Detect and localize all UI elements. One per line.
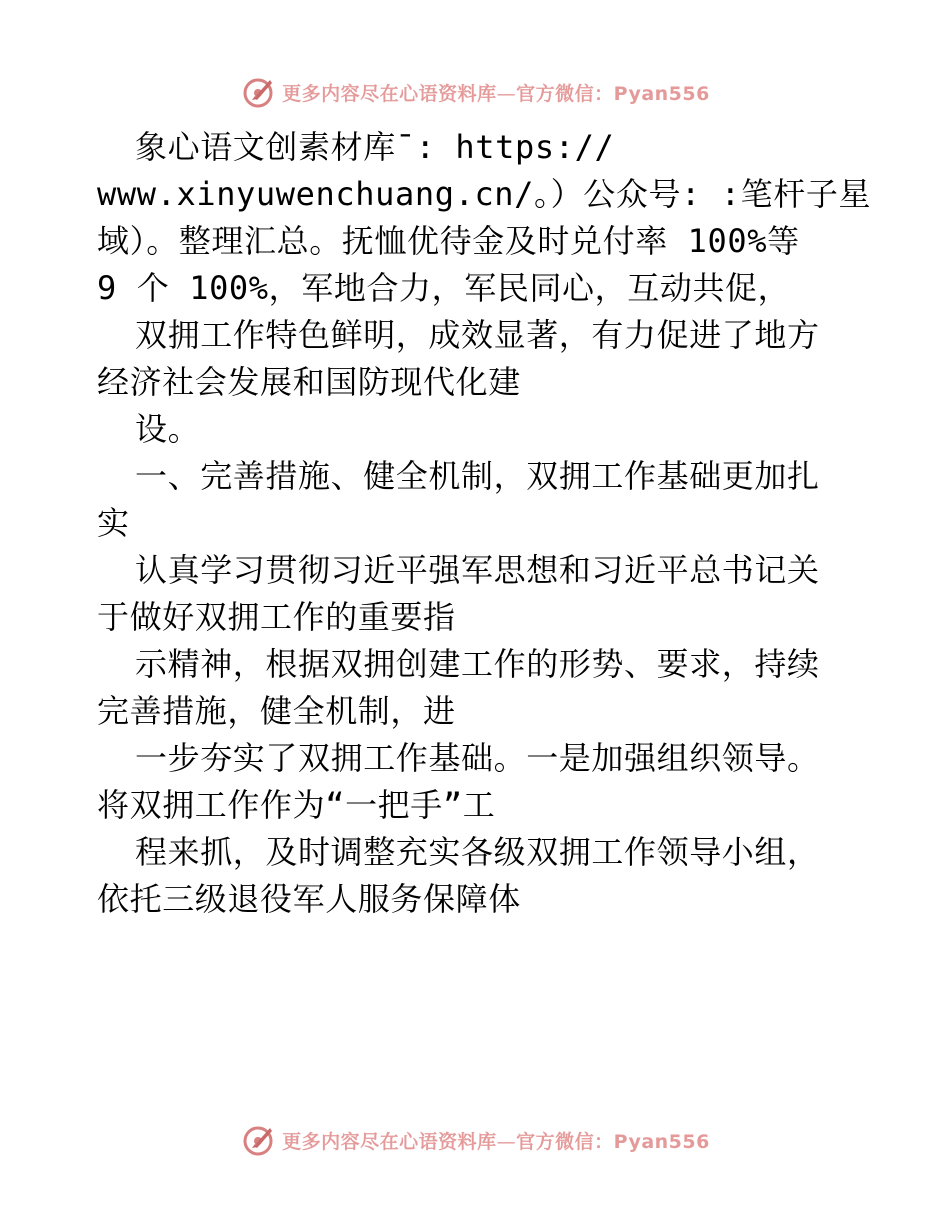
header-watermark-banner bbox=[0, 70, 950, 114]
watermark-wechat-text: 官方微信：Pyan556 bbox=[516, 82, 710, 105]
watermark-site-text: 更多内容尽在心语资料库 bbox=[282, 1130, 497, 1153]
quill-pen-circle-icon bbox=[240, 1122, 276, 1158]
document-body bbox=[97, 124, 872, 923]
text-line: 经济社会发展和国防现代化建 bbox=[97, 363, 521, 401]
section-heading-line: 一、完善措施、健全机制，双拥工作基础更加扎 bbox=[135, 457, 820, 495]
text-line: 示精神，根据双拥创建工作的形势、要求，持续 bbox=[135, 645, 820, 683]
text-line: 双拥工作特色鲜明，成效显著，有力促进了地方 bbox=[135, 316, 820, 354]
text-line: 将双拥工作作为“一把手”工 bbox=[97, 786, 496, 824]
section-heading-line: 实 bbox=[97, 504, 130, 542]
footer-watermark-banner bbox=[0, 1118, 950, 1162]
text-line: 9 个 100%，军地合力，军民同心，互动共促， bbox=[97, 269, 791, 307]
watermark-text bbox=[282, 1127, 710, 1154]
text-line: 一步夯实了双拥工作基础。一是加强组织领导。 bbox=[135, 739, 820, 777]
text-line: 象心语文创素材库¯: https:// bbox=[135, 128, 615, 166]
text-line: 完善措施，健全机制，进 bbox=[97, 692, 456, 730]
text-line: www.xinyuwenchuang.cn/。）公众号: :笔杆子星 bbox=[97, 175, 872, 213]
text-line: 于做好双拥工作的重要指 bbox=[97, 598, 456, 636]
text-line: 认真学习贯彻习近平强军思想和习近平总书记关 bbox=[135, 551, 820, 589]
text-line: 域）。整理汇总。抚恤优待金及时兑付率 100%等 bbox=[97, 222, 800, 260]
watermark-text bbox=[282, 79, 710, 106]
text-line: 依托三级退役军人服务保障体 bbox=[97, 880, 521, 918]
text-line: 程来抓，及时调整充实各级双拥工作领导小组， bbox=[135, 833, 820, 871]
watermark-site-text: 更多内容尽在心语资料库 bbox=[282, 82, 497, 105]
text-line: 设。 bbox=[135, 410, 201, 448]
watermark-separator: — bbox=[496, 1130, 517, 1153]
quill-pen-circle-icon bbox=[240, 74, 276, 110]
watermark-separator: — bbox=[496, 82, 517, 105]
watermark-wechat-text: 官方微信：Pyan556 bbox=[516, 1130, 710, 1153]
